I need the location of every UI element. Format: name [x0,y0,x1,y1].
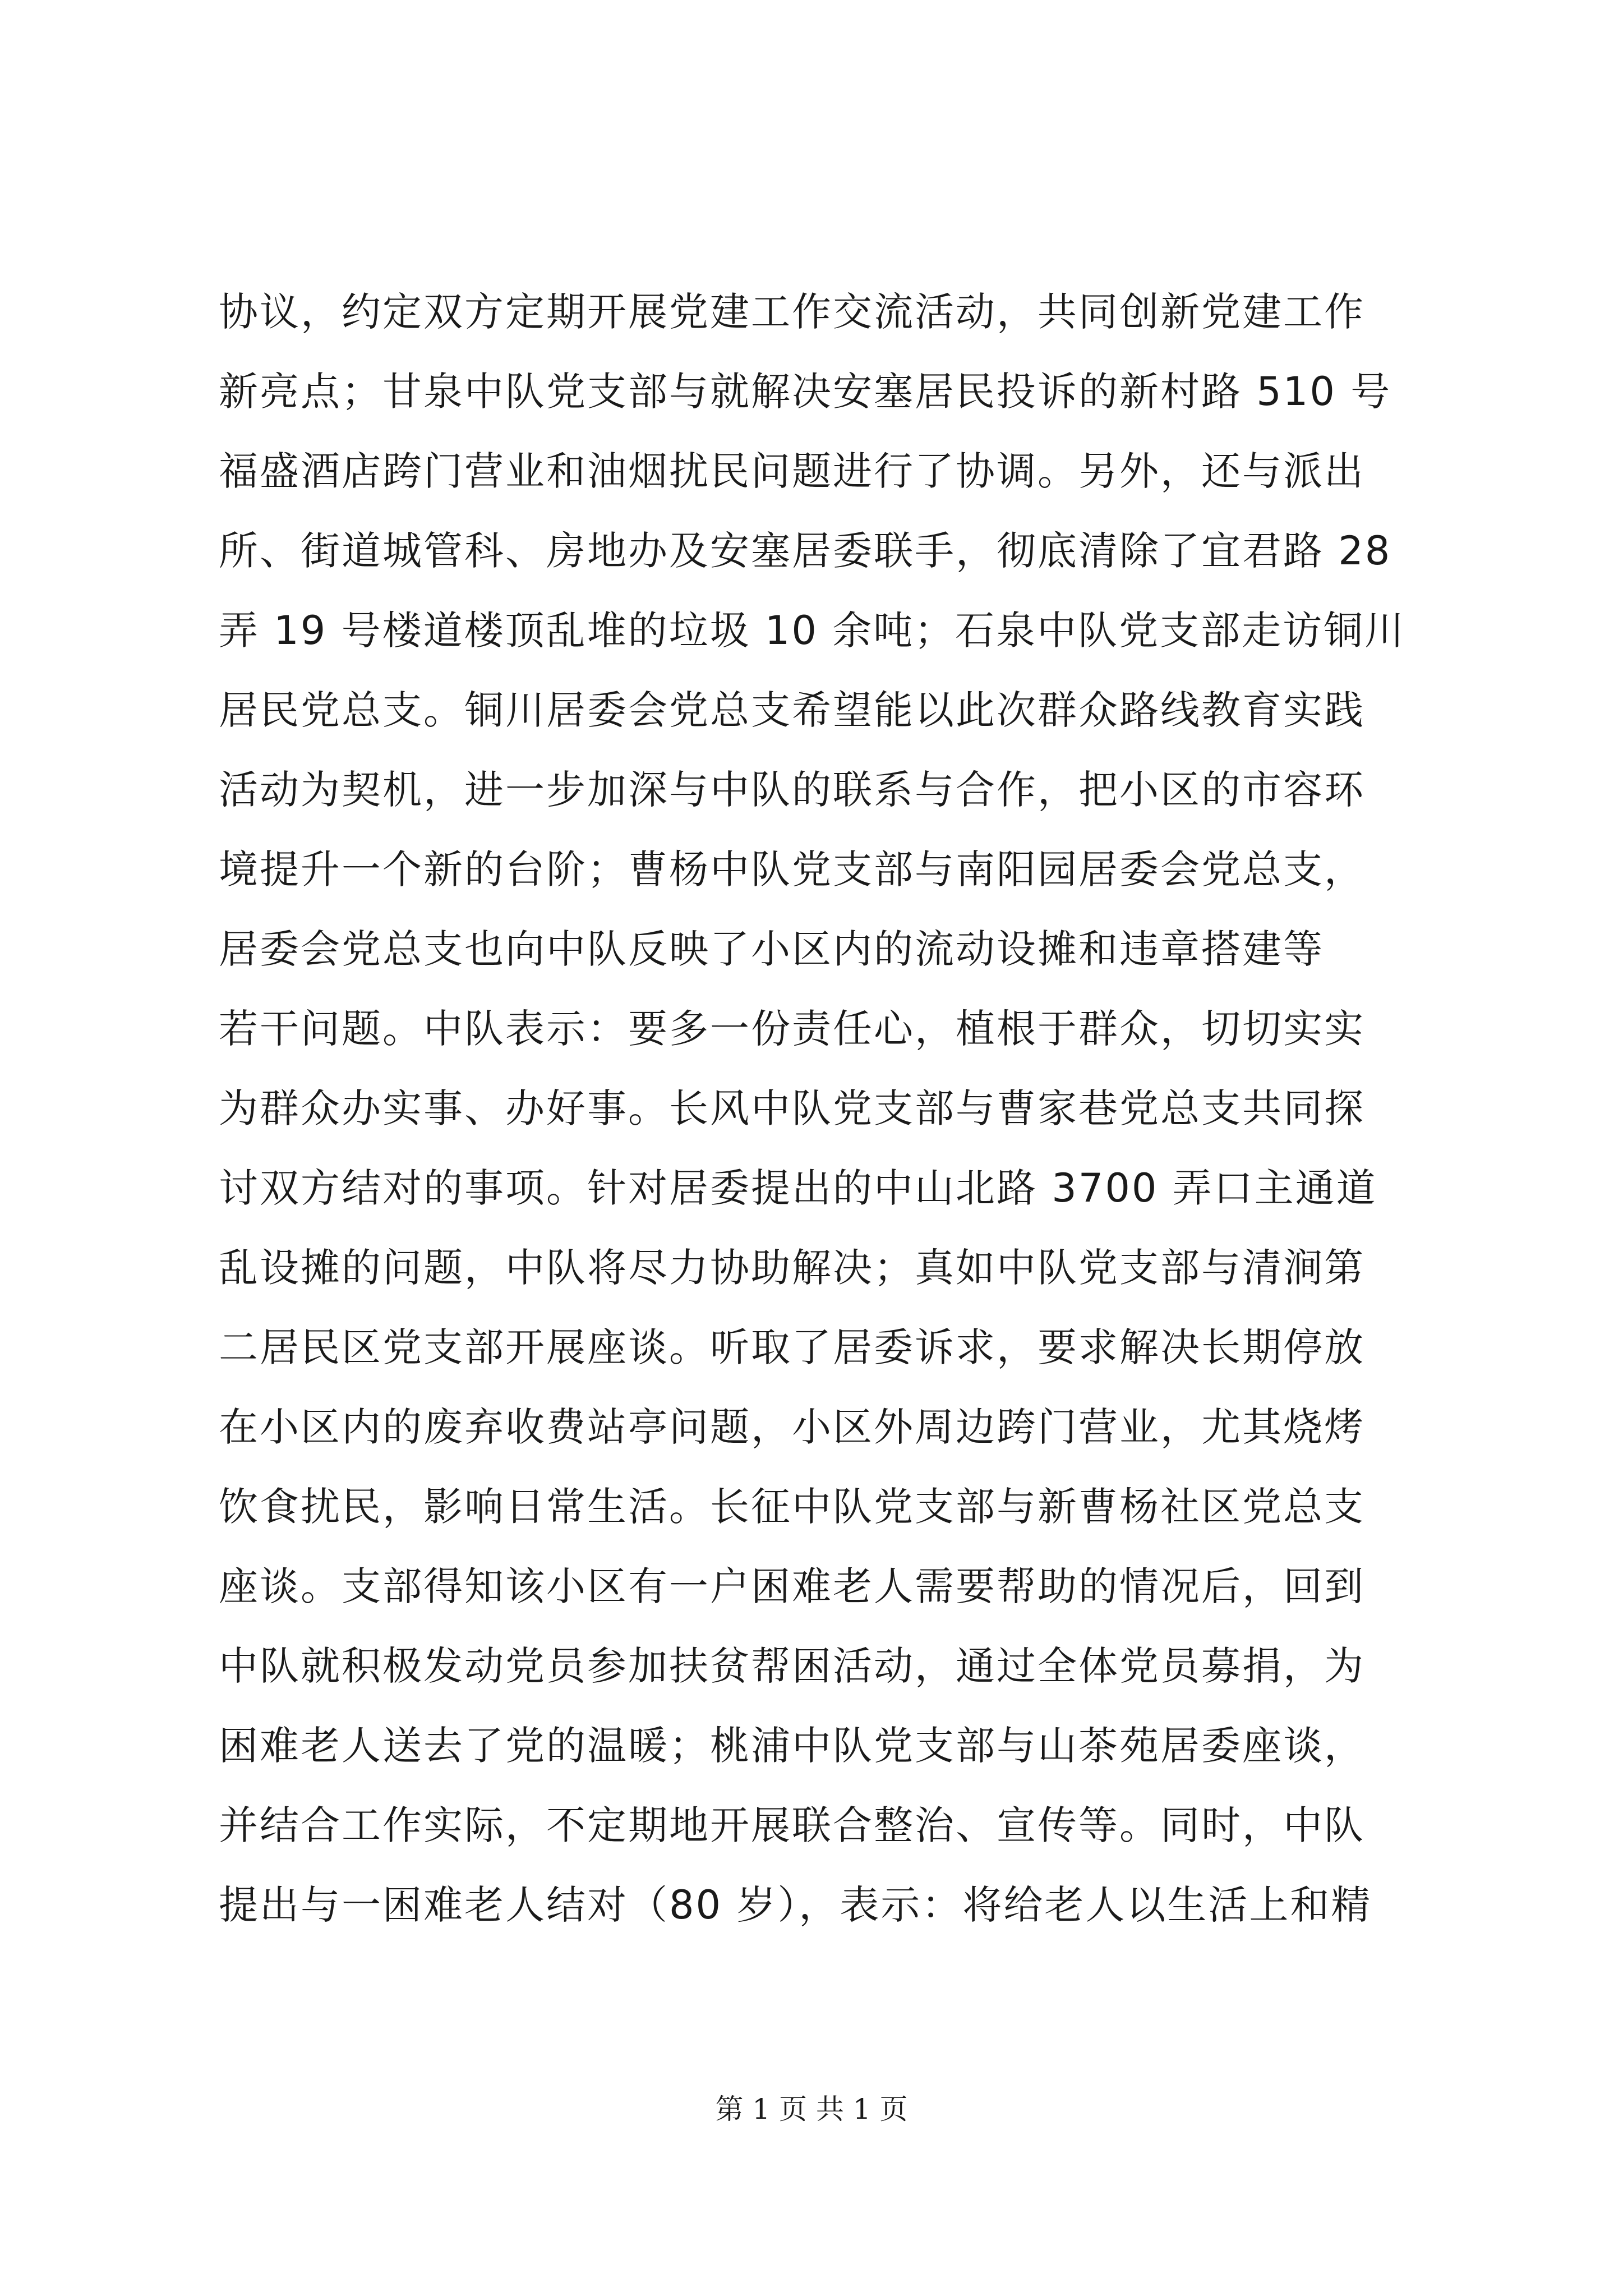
body-text [219,272,1424,1945]
text-line: 福盛酒店跨门营业和油烟扰民问题进行了协调。另外，还与派出 [219,448,1365,494]
text-line: 并结合工作实际，不定期地开展联合整治、宣传等。同时，中队 [219,1802,1365,1848]
text-line: 新亮点；甘泉中队党支部与就解决安塞居民投诉的新村路 510 号 [219,369,1392,415]
text-line: 中队就积极发动党员参加扶贫帮困活动，通过全体党员募捐，为 [219,1643,1365,1689]
text-line: 二居民区党支部开展座谈。听取了居委诉求，要求解决长期停放 [219,1324,1365,1370]
text-line: 居委会党总支也向中队反映了小区内的流动设摊和违章搭建等 [219,926,1324,972]
text-line: 境提升一个新的台阶；曹杨中队党支部与南阳园居委会党总支， [219,846,1365,892]
text-line: 困难老人送去了党的温暖；桃浦中队党支部与山茶苑居委座谈， [219,1723,1365,1769]
text-line: 乱设摊的问题，中队将尽力协助解决；真如中队党支部与清涧第 [219,1245,1365,1291]
text-line: 在小区内的废弃收费站亭问题，小区外周边跨门营业，尤其烧烤 [219,1404,1365,1450]
text-line: 讨双方结对的事项。针对居委提出的中山北路 3700 弄口主通道 [219,1165,1377,1211]
page-number-footer: 第 1 页 共 1 页 [715,2093,908,2125]
text-line: 为群众办实事、办好事。长风中队党支部与曹家巷党总支共同探 [219,1085,1365,1131]
text-line: 所、街道城管科、房地办及安塞居委联手，彻底清除了宜君路 28 [219,528,1392,574]
text-line: 协议，约定双方定期开展党建工作交流活动，共同创新党建工作 [219,289,1365,335]
text-line: 居民党总支。铜川居委会党总支希望能以此次群众路线教育实践 [219,687,1365,733]
text-line: 提出与一困难老人结对（80 岁），表示：将给老人以生活上和精 [219,1882,1372,1928]
text-line: 座谈。支部得知该小区有一户困难老人需要帮助的情况后，回到 [219,1563,1365,1609]
text-line: 弄 19 号楼道楼顶乱堆的垃圾 10 余吨；石泉中队党支部走访铜川 [219,608,1406,654]
text-line: 饮食扰民，影响日常生活。长征中队党支部与新曹杨社区党总支 [219,1484,1365,1530]
text-line: 若干问题。中队表示：要多一份责任心，植根于群众，切切实实 [219,1006,1365,1052]
text-line: 活动为契机，进一步加深与中队的联系与合作，把小区的市容环 [219,767,1365,813]
